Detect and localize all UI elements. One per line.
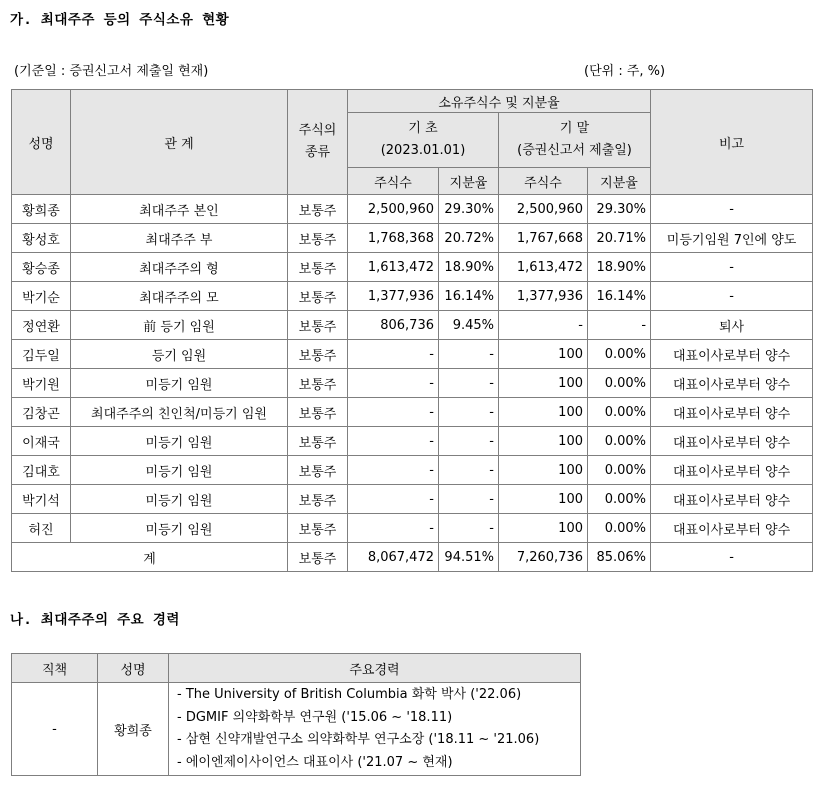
basis-date-note: (기준일 : 증권신고서 제출일 현재) xyxy=(14,64,209,79)
row-begin-ratio: - xyxy=(439,456,499,485)
row-relation: 미등기 임원 xyxy=(71,369,288,398)
header-end xyxy=(499,113,651,168)
row-end-ratio: 20.71% xyxy=(588,224,651,253)
row-stock-type: 보통주 xyxy=(288,485,348,514)
total-label: 계 xyxy=(12,543,288,572)
row-relation: 미등기 임원 xyxy=(71,514,288,543)
row-begin-shares: - xyxy=(348,514,439,543)
row-stock-type: 보통주 xyxy=(288,224,348,253)
row-name: 황성호 xyxy=(12,224,71,253)
row-stock-type: 보통주 xyxy=(288,311,348,340)
header-begin-line1: 기 초 xyxy=(408,121,438,136)
row-begin-ratio: - xyxy=(439,485,499,514)
career-person-name: 황희종 xyxy=(98,683,169,776)
row-begin-shares: - xyxy=(348,427,439,456)
row-begin-ratio: 9.45% xyxy=(439,311,499,340)
row-relation: 미등기 임원 xyxy=(71,456,288,485)
row-end-ratio: 0.00% xyxy=(588,369,651,398)
row-relation: 최대주주 본인 xyxy=(71,195,288,224)
row-begin-shares: 1,768,368 xyxy=(348,224,439,253)
row-begin-shares: - xyxy=(348,340,439,369)
row-begin-ratio: - xyxy=(439,427,499,456)
header-stock-type xyxy=(288,90,348,195)
section-title-career: 나. 최대주주의 주요 경력 xyxy=(10,612,180,628)
row-note: 대표이사로부터 양수 xyxy=(651,340,813,369)
table-row xyxy=(12,398,813,427)
row-note: 대표이사로부터 양수 xyxy=(651,514,813,543)
total-end-shares: 7,260,736 xyxy=(499,543,588,572)
header-end-line2: (증권신고서 제출일) xyxy=(517,143,632,158)
row-relation: 前 등기 임원 xyxy=(71,311,288,340)
header-career-name: 성명 xyxy=(98,654,169,683)
career-position: - xyxy=(12,683,98,776)
row-end-shares: 1,767,668 xyxy=(499,224,588,253)
row-relation: 최대주주의 친인척/미등기 임원 xyxy=(71,398,288,427)
career-list xyxy=(169,683,581,776)
row-end-ratio: 0.00% xyxy=(588,340,651,369)
career-item: - 삼현 신약개발연구소 의약화학부 연구소장 ('18.11 ~ '21.06) xyxy=(177,732,540,747)
row-end-shares: 100 xyxy=(499,340,588,369)
row-begin-shares: 1,377,936 xyxy=(348,282,439,311)
header-career: 주요경력 xyxy=(169,654,581,683)
total-end-ratio: 85.06% xyxy=(588,543,651,572)
header-begin xyxy=(348,113,499,168)
row-note: 퇴사 xyxy=(651,311,813,340)
row-end-shares: - xyxy=(499,311,588,340)
row-end-shares: 2,500,960 xyxy=(499,195,588,224)
row-begin-ratio: - xyxy=(439,398,499,427)
row-stock-type: 보통주 xyxy=(288,253,348,282)
total-row xyxy=(12,543,813,572)
row-name: 이재국 xyxy=(12,427,71,456)
header-stock-type-line1: 주식의 xyxy=(298,123,337,138)
row-note: - xyxy=(651,195,813,224)
row-name: 황승종 xyxy=(12,253,71,282)
row-begin-ratio: 16.14% xyxy=(439,282,499,311)
header-name: 성명 xyxy=(12,90,71,195)
row-end-shares: 100 xyxy=(499,456,588,485)
row-end-ratio: 0.00% xyxy=(588,514,651,543)
row-begin-shares: 2,500,960 xyxy=(348,195,439,224)
row-note: 대표이사로부터 양수 xyxy=(651,369,813,398)
row-end-shares: 100 xyxy=(499,514,588,543)
career-item: - DGMIF 의약화학부 연구원 ('15.06 ~ '18.11) xyxy=(177,709,453,725)
row-end-shares: 100 xyxy=(499,485,588,514)
header-begin-ratio: 지분율 xyxy=(439,168,499,195)
row-note: 대표이사로부터 양수 xyxy=(651,456,813,485)
header-end-shares: 주식수 xyxy=(499,168,588,195)
row-name: 김창곤 xyxy=(12,398,71,427)
row-end-ratio: 29.30% xyxy=(588,195,651,224)
table-row xyxy=(12,369,813,398)
row-name: 박기원 xyxy=(12,369,71,398)
shareholding-table xyxy=(11,89,813,572)
header-position: 직책 xyxy=(12,654,98,683)
row-name: 황희종 xyxy=(12,195,71,224)
row-end-shares: 1,613,472 xyxy=(499,253,588,282)
row-note: - xyxy=(651,282,813,311)
row-end-ratio: 0.00% xyxy=(588,427,651,456)
career-item: - 에이엔제이사이언스 대표이사 ('21.07 ~ 현재) xyxy=(177,754,453,770)
header-end-ratio: 지분율 xyxy=(588,168,651,195)
header-begin-line2: (2023.01.01) xyxy=(380,143,466,158)
table-row xyxy=(12,514,813,543)
row-begin-shares: - xyxy=(348,456,439,485)
table-row xyxy=(12,253,813,282)
total-type: 보통주 xyxy=(288,543,348,572)
row-stock-type: 보통주 xyxy=(288,514,348,543)
row-note: - xyxy=(651,253,813,282)
row-note: 대표이사로부터 양수 xyxy=(651,485,813,514)
row-end-ratio: 0.00% xyxy=(588,485,651,514)
row-begin-ratio: - xyxy=(439,340,499,369)
row-name: 정연환 xyxy=(12,311,71,340)
header-begin-shares: 주식수 xyxy=(348,168,439,195)
row-name: 박기순 xyxy=(12,282,71,311)
table-row xyxy=(12,282,813,311)
row-begin-ratio: 29.30% xyxy=(439,195,499,224)
row-relation: 등기 임원 xyxy=(71,340,288,369)
row-relation: 미등기 임원 xyxy=(71,427,288,456)
row-end-shares: 100 xyxy=(499,427,588,456)
row-stock-type: 보통주 xyxy=(288,340,348,369)
row-stock-type: 보통주 xyxy=(288,456,348,485)
row-begin-ratio: 20.72% xyxy=(439,224,499,253)
row-stock-type: 보통주 xyxy=(288,427,348,456)
row-begin-ratio: - xyxy=(439,514,499,543)
row-stock-type: 보통주 xyxy=(288,282,348,311)
table-row xyxy=(12,427,813,456)
row-end-shares: 100 xyxy=(499,398,588,427)
table-row xyxy=(12,340,813,369)
row-begin-ratio: 18.90% xyxy=(439,253,499,282)
header-relation: 관 계 xyxy=(71,90,288,195)
header-holdings: 소유주식수 및 지분율 xyxy=(348,90,651,113)
table-row xyxy=(12,224,813,253)
row-relation: 미등기 임원 xyxy=(71,485,288,514)
table-row xyxy=(12,195,813,224)
row-end-shares: 100 xyxy=(499,369,588,398)
section-title-shareholding: 가. 최대주주 등의 주식소유 현황 xyxy=(10,12,230,28)
table-row xyxy=(12,456,813,485)
total-begin-shares: 8,067,472 xyxy=(348,543,439,572)
row-relation: 최대주주의 형 xyxy=(71,253,288,282)
row-note: 대표이사로부터 양수 xyxy=(651,398,813,427)
row-begin-shares: 806,736 xyxy=(348,311,439,340)
row-stock-type: 보통주 xyxy=(288,398,348,427)
row-name: 허진 xyxy=(12,514,71,543)
row-stock-type: 보통주 xyxy=(288,195,348,224)
row-note: 미등기임원 7인에 양도 xyxy=(651,224,813,253)
header-note: 비고 xyxy=(651,90,813,195)
table-row xyxy=(12,311,813,340)
row-end-ratio: 0.00% xyxy=(588,456,651,485)
row-end-ratio: 0.00% xyxy=(588,398,651,427)
row-end-ratio: - xyxy=(588,311,651,340)
row-relation: 최대주주의 모 xyxy=(71,282,288,311)
row-relation: 최대주주 부 xyxy=(71,224,288,253)
row-name: 김두일 xyxy=(12,340,71,369)
row-stock-type: 보통주 xyxy=(288,369,348,398)
row-begin-shares: - xyxy=(348,369,439,398)
row-name: 김대호 xyxy=(12,456,71,485)
row-begin-shares: 1,613,472 xyxy=(348,253,439,282)
header-end-line1: 기 말 xyxy=(559,121,590,136)
unit-note: (단위 : 주, %) xyxy=(584,64,666,79)
row-begin-shares: - xyxy=(348,485,439,514)
row-end-ratio: 16.14% xyxy=(588,282,651,311)
table-row xyxy=(12,485,813,514)
header-stock-type-line2: 종류 xyxy=(304,145,331,160)
career-item: - The University of British Columbia 화학 박사 ('22.06) xyxy=(177,687,522,702)
total-note: - xyxy=(651,543,813,572)
total-begin-ratio: 94.51% xyxy=(439,543,499,572)
row-end-ratio: 18.90% xyxy=(588,253,651,282)
row-name: 박기석 xyxy=(12,485,71,514)
row-end-shares: 1,377,936 xyxy=(499,282,588,311)
row-begin-shares: - xyxy=(348,398,439,427)
row-note: 대표이사로부터 양수 xyxy=(651,427,813,456)
career-table xyxy=(11,653,581,776)
row-begin-ratio: - xyxy=(439,369,499,398)
